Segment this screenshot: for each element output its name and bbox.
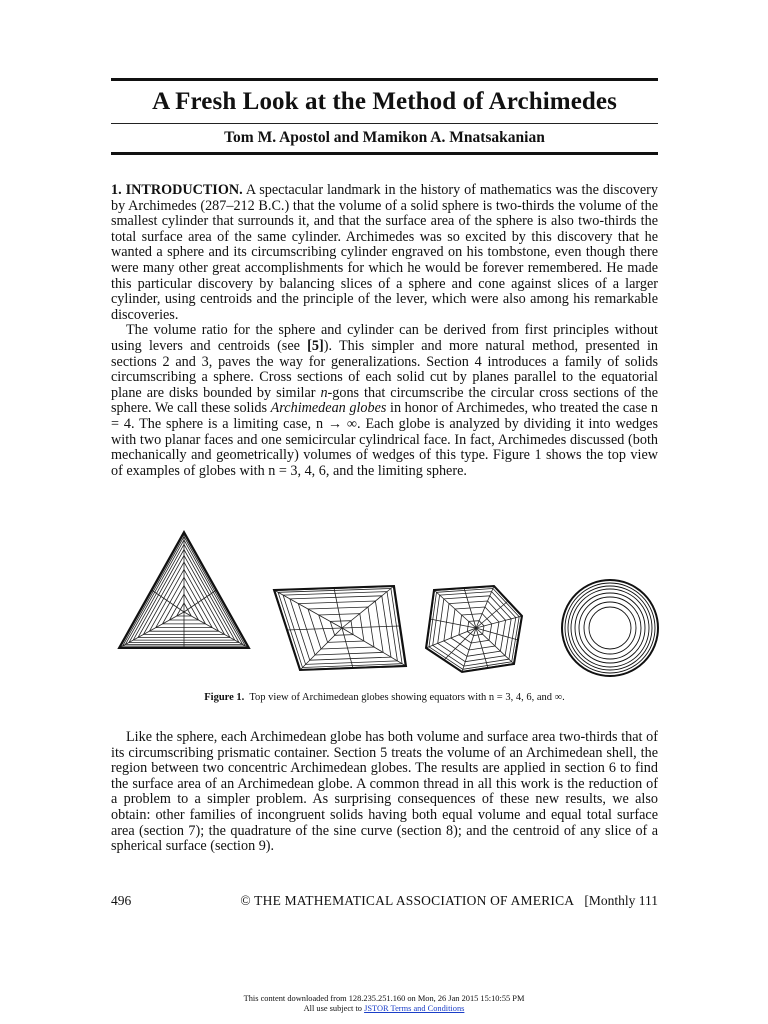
- article-title: A Fresh Look at the Method of Archimedes: [152, 88, 617, 115]
- intro-p2-emphasis: Archimedean globes: [270, 400, 387, 417]
- intro-p2-n: n: [320, 384, 328, 401]
- figure-1: [110, 528, 660, 678]
- intro-paragraph-2: [111, 323, 658, 479]
- download-notice: [0, 994, 768, 1013]
- page-footer: [111, 893, 658, 909]
- figure-caption: [111, 692, 658, 703]
- intro-paragraph-1-text: A spectacular landmark in the history of mathematics was the discovery by Archimedes (287–212 B.C.) that the volume of a solid sphere is two-thirds the volume of the smallest cylinder that surrounds it, and that the surface area of the sphere is also two-thirds the total surface area of the same cylinder. Archimedes was so excited by this discovery that he wanted a sphere and its circumscribing cylinder engraved on his tombstone, even though there were many other great accomplishments for which he would be forever remembered. He made this particular discovery by balancing slices of a sphere and cone against slices of a larger cylinder, using centroids and the principle of the lever, which were also among his remarkable discoveries.: [111, 182, 658, 323]
- article-authors: Tom M. Apostol and Mamikon A. Mnatsakanian: [224, 129, 545, 146]
- section-heading: 1. INTRODUCTION.: [111, 182, 243, 198]
- continuation-section: [111, 730, 658, 855]
- citation-reference: [5]: [307, 337, 324, 354]
- introduction-section: [111, 183, 658, 479]
- publisher-name: © THE MATHEMATICAL ASSOCIATION OF AMERICA: [240, 893, 575, 908]
- title-rule: [111, 123, 658, 124]
- top-rule: [111, 78, 658, 81]
- terms-prefix: All use subject to: [303, 1003, 365, 1013]
- footer-right: [240, 893, 658, 909]
- figure-label: Figure 1.: [204, 692, 245, 703]
- intro-p2-text-a: The volume ratio for the sphere and cylinder can be derived from first principles without using levers and centroids (see: [111, 322, 658, 354]
- terms-line: [0, 1004, 768, 1014]
- jstor-terms-link[interactable]: JSTOR Terms and Conditions: [364, 1003, 465, 1013]
- header-bottom-rule: [111, 152, 658, 155]
- triangle-globe-figure: [114, 528, 264, 678]
- figure-caption-text: Top view of Archimedean globes showing equators with n = 3, 4, 6, and ∞.: [249, 692, 565, 703]
- intro-p2-text-d: in honor of Archimedes, who treated the case n = 4. The sphere is a limiting case, n → ∞. Each globe is analyzed by dividing it into wedges with two planar faces and one semicircular cylindrical face. In fact, Archimedes discussed (both mechanically and geometrically) volumes of wedges of this type. Figure 1 shows the top view of examples of globes with n = 3, 4, 6, and the limiting sphere.: [111, 400, 658, 479]
- intro-p2-text-b: ). This simpler and more natural method, presented in sections 2 and 3, paves the way for generalizations. Section 4 introduces a family of solids circumscribing a sphere. Cross sections of each solid cut by planes parallel to the equatorial plane are disks bounded by similar: [111, 337, 658, 401]
- intro-paragraph-1: [111, 183, 658, 323]
- page-number: 496: [111, 893, 132, 908]
- download-line: This content downloaded from 128.235.251.160 on Mon, 26 Jan 2015 15:10:55 PM: [243, 994, 525, 1003]
- journal-reference: [Monthly 111: [584, 893, 658, 908]
- hexagon-globe-figure: [412, 528, 562, 678]
- square-globe-figure: [266, 528, 416, 678]
- sphere-figure: [542, 528, 692, 678]
- continuation-paragraph: Like the sphere, each Archimedean globe has both volume and surface area two-thirds that of its circumscribing prismatic container. Section 5 treats the volume of an Archimedean shell, the region between two concentric Archimedean globes. The results are applied in section 6 to find the surface area of an Archimedean globe. A common thread in all this work is the reduction of a problem to a simpler problem. As surprising consequences of these new results, we also obtain: other families of incongruent solids having both equal volume and equal total surface area (section 7); the quadrature of the sine curve (section 8); and the centroid of any slice of a spherical surface (section 9).: [111, 729, 658, 855]
- intro-p2-text-c: -gons that circumscribe the circular cross sections of the sphere. We call these solids: [111, 384, 658, 417]
